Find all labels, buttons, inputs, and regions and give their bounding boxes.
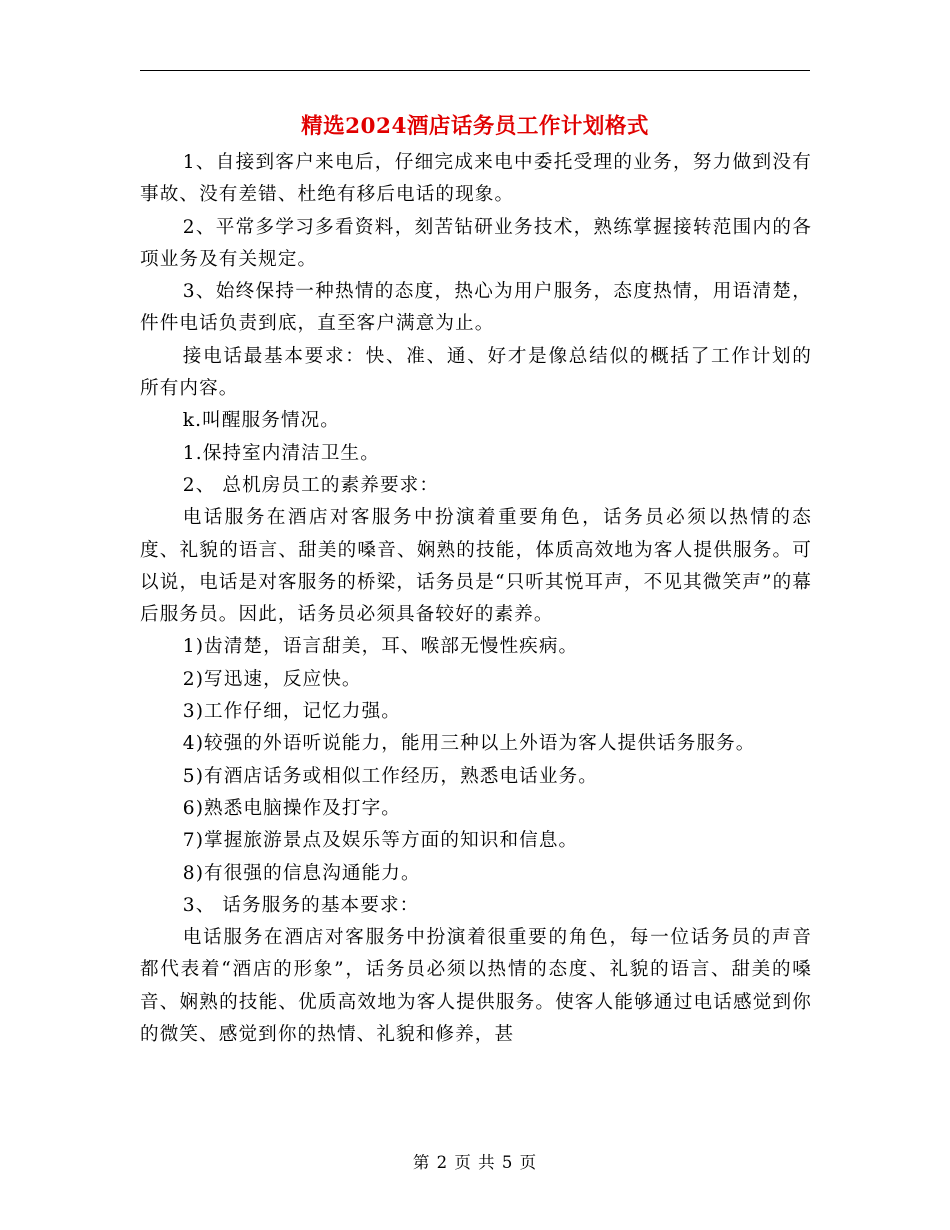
section-heading: 2、 总机房员工的素养要求： [182, 474, 440, 496]
list-item: 2)写迅速，反应快。 [182, 668, 362, 690]
paragraph: 接电话最基本要求：快、准、通、好才是像总结似的概括了工作计划的所有内容。 [140, 345, 812, 400]
header-rule [140, 70, 810, 71]
document-title: 精选2024酒店话务员工作计划格式 [301, 114, 649, 139]
paragraph: 3、始终保持一种热情的态度，热心为用户服务，态度热情，用语清楚，件件电话负责到底，直至客户满意为止。 [140, 281, 812, 335]
list-item: 5)有酒店话务或相似工作经历，熟悉电话业务。 [182, 765, 598, 787]
list-item: 4)较强的外语听说能力，能用三种以上外语为客人提供话务服务。 [182, 733, 756, 755]
list-item: 8)有很强的信息沟通能力。 [182, 862, 421, 884]
document-body [140, 147, 812, 1051]
paragraph: k.叫醒服务情况。 [182, 410, 340, 432]
list-item: 3)工作仔细，记忆力强。 [182, 701, 401, 723]
paragraph: 1、自接到客户来电后，仔细完成来电中委托受理的业务，努力做到没有事故、没有差错、杜绝有移后电话的现象。 [140, 152, 812, 206]
list-item: 1)齿清楚，语言甜美，耳、喉部无慢性疾病。 [182, 636, 579, 658]
paragraph: 1.保持室内清洁卫生。 [182, 442, 380, 464]
list-item: 7)掌握旅游景点及娱乐等方面的知识和信息。 [182, 830, 579, 852]
paragraph: 2、平常多学习多看资料，刻苦钻研业务技术，熟练掌握接转范围内的各项业务及有关规定。 [140, 216, 812, 270]
list-item: 6)熟悉电脑操作及打字。 [182, 797, 401, 819]
paragraph: 电话服务在酒店对客服务中扮演着很重要的角色，每一位话务员的声音都代表着“酒店的形象”，话务员必须以热情的态度、礼貌的语言、甜美的嗓音、娴熟的技能、优质高效地为客人提供服务。使客人能够通过电话感觉到你的微笑、感觉到你的热情、礼貌和修养，甚 [140, 927, 812, 1046]
section-heading: 3、 话务服务的基本要求： [182, 894, 420, 916]
page-number: 第 2 页 共 5 页 [412, 1153, 538, 1172]
paragraph: 电话服务在酒店对客服务中扮演着重要角色，话务员必须以热情的态度、礼貌的语言、甜美的嗓音、娴熟的技能，体质高效地为客人提供服务。可以说，电话是对客服务的桥梁，话务员是“只听其悦耳声，不见其微笑声”的幕后服务员。因此，话务员必须具备较好的素养。 [140, 507, 812, 626]
